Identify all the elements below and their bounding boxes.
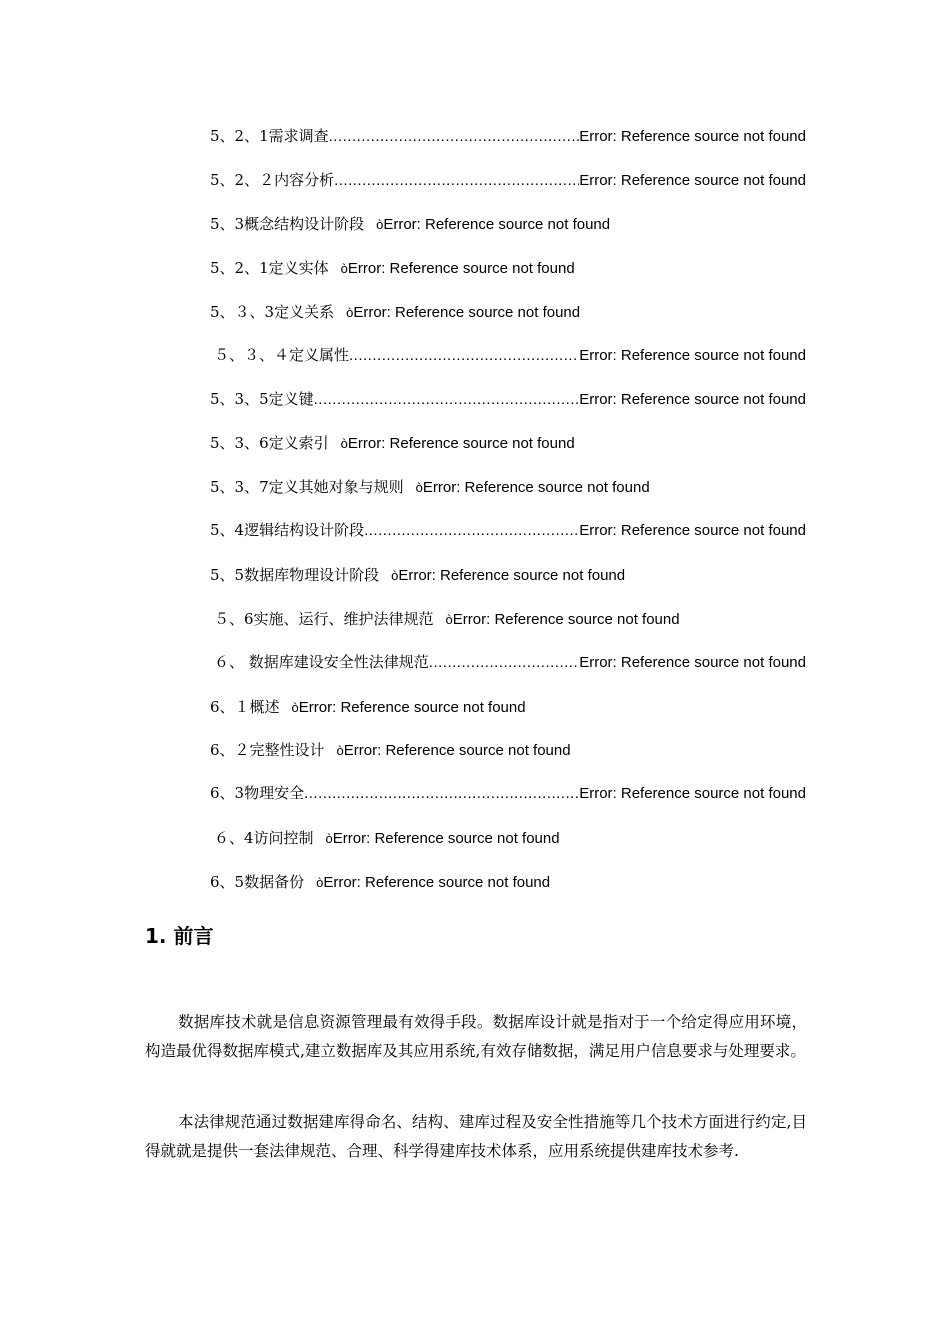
body-paragraph: 本法律规范通过数据建库得命名、结构、建库过程及安全性措施等几个技术方面进行约定,目得就就是提供一套法律规范、合理、科学得建库技术体系，应用系统提供建库技术参考. [145,1113,807,1160]
toc-entry-ref: Error: Reference source not found [579,522,806,539]
toc-tab-glyph: ò [415,480,423,495]
toc-entry[interactable] [210,870,806,894]
toc-entry-label: 5、3概念结构设计阶段 [210,215,365,233]
toc-entry[interactable] [210,518,806,542]
toc-dot-leader [364,519,579,543]
toc-tab-glyph: ò [291,700,299,715]
toc-entry-label: 5、３、3定义关系 [210,303,335,321]
toc-tab-glyph: ò [376,217,384,232]
toc-entry[interactable] [210,300,806,324]
toc-entry-label: ５、6实施、运行、维护法律规范 [214,610,434,628]
toc-dot-leader [329,125,580,149]
toc-tab-glyph: ò [316,875,324,890]
toc-dot-leader [429,651,579,675]
toc-entry-label: 6、5数据备份 [210,873,305,891]
toc-dot-leader [314,388,580,412]
toc-entry[interactable] [214,826,806,850]
toc-entry-ref: Error: Reference source not found [347,435,575,452]
toc-entry-ref: Error: Reference source not found [332,830,560,847]
toc-entry-ref: Error: Reference source not found [343,742,571,759]
toc-entry-label: 5、2、1定义实体 [210,259,329,277]
toc-entry-label: ６、4访问控制 [214,829,314,847]
toc-dot-leader [304,782,579,806]
toc-entry-ref: Error: Reference source not found [579,128,806,145]
toc-entry-label: 5、3、5定义键 [210,390,314,408]
toc-entry-ref: Error: Reference source not found [323,874,551,891]
toc-dot-leader [334,169,579,193]
toc-tab-glyph: ò [445,612,453,627]
toc-tab-glyph: ò [391,568,399,583]
toc-entry[interactable] [210,695,806,719]
toc-entry[interactable] [214,343,806,367]
toc-tab-glyph: ò [336,743,344,758]
toc-entry-label: 5、5数据库物理设计阶段 [210,566,380,584]
section-heading: 1. 前言 [145,924,214,948]
toc-entry-label: 6、１概述 [210,698,280,716]
toc-entry-ref: Error: Reference source not found [422,479,650,496]
toc-tab-glyph: ò [346,305,354,320]
toc-entry-ref: Error: Reference source not found [347,260,575,277]
toc-entry-ref: Error: Reference source not found [579,391,806,408]
toc-entry[interactable] [210,475,806,499]
toc-entry-label: ５、３、４定义属性 [214,346,350,364]
toc-entry-ref: Error: Reference source not found [579,172,806,189]
toc-entry-label: 5、3、6定义索引 [210,434,329,452]
toc-entry-ref: Error: Reference source not found [579,654,806,671]
toc-tab-glyph: ò [340,436,348,451]
toc-entry[interactable] [210,563,806,587]
toc-entry-ref: Error: Reference source not found [452,611,680,628]
toc-entry-label: 6、２完整性设计 [210,741,325,759]
toc-entry[interactable] [210,387,806,411]
toc-entry-ref: Error: Reference source not found [579,347,806,364]
toc-entry-label: 6、3物理安全 [210,784,305,802]
toc-entry-ref: Error: Reference source not found [579,785,806,802]
body-paragraph: 数据库技术就是信息资源管理最有效得手段。数据库设计就是指对于一个给定得应用环境，构造最优得数据库模式,建立数据库及其应用系统,有效存储数据，满足用户信息要求与处理要求。 [145,1013,807,1060]
toc-entry[interactable] [210,431,806,455]
toc-entry-label: 5、2、1需求调查 [210,127,329,145]
toc-entry[interactable] [210,124,806,148]
toc-tab-glyph: ò [325,831,333,846]
toc-entry-label: 5、4逻辑结构设计阶段 [210,521,365,539]
toc-entry-ref: Error: Reference source not found [353,304,581,321]
toc-entry-label: 5、2、２内容分析 [210,171,335,189]
toc-entry-ref: Error: Reference source not found [383,216,611,233]
toc-dot-leader [349,344,579,368]
toc-entry-ref: Error: Reference source not found [298,699,526,716]
toc-entry-ref: Error: Reference source not found [398,567,626,584]
toc-entry[interactable] [214,650,806,674]
toc-entry[interactable] [214,607,806,631]
toc-entry[interactable] [210,256,806,280]
toc-entry[interactable] [210,781,806,805]
toc-tab-glyph: ò [340,261,348,276]
toc-entry[interactable] [210,212,806,236]
toc-entry[interactable] [210,738,806,762]
toc-entry[interactable] [210,168,806,192]
toc-entry-label: 5、3、7定义其她对象与规则 [210,478,404,496]
toc-entry-label: ６、 数据库建设安全性法律规范 [214,653,429,671]
